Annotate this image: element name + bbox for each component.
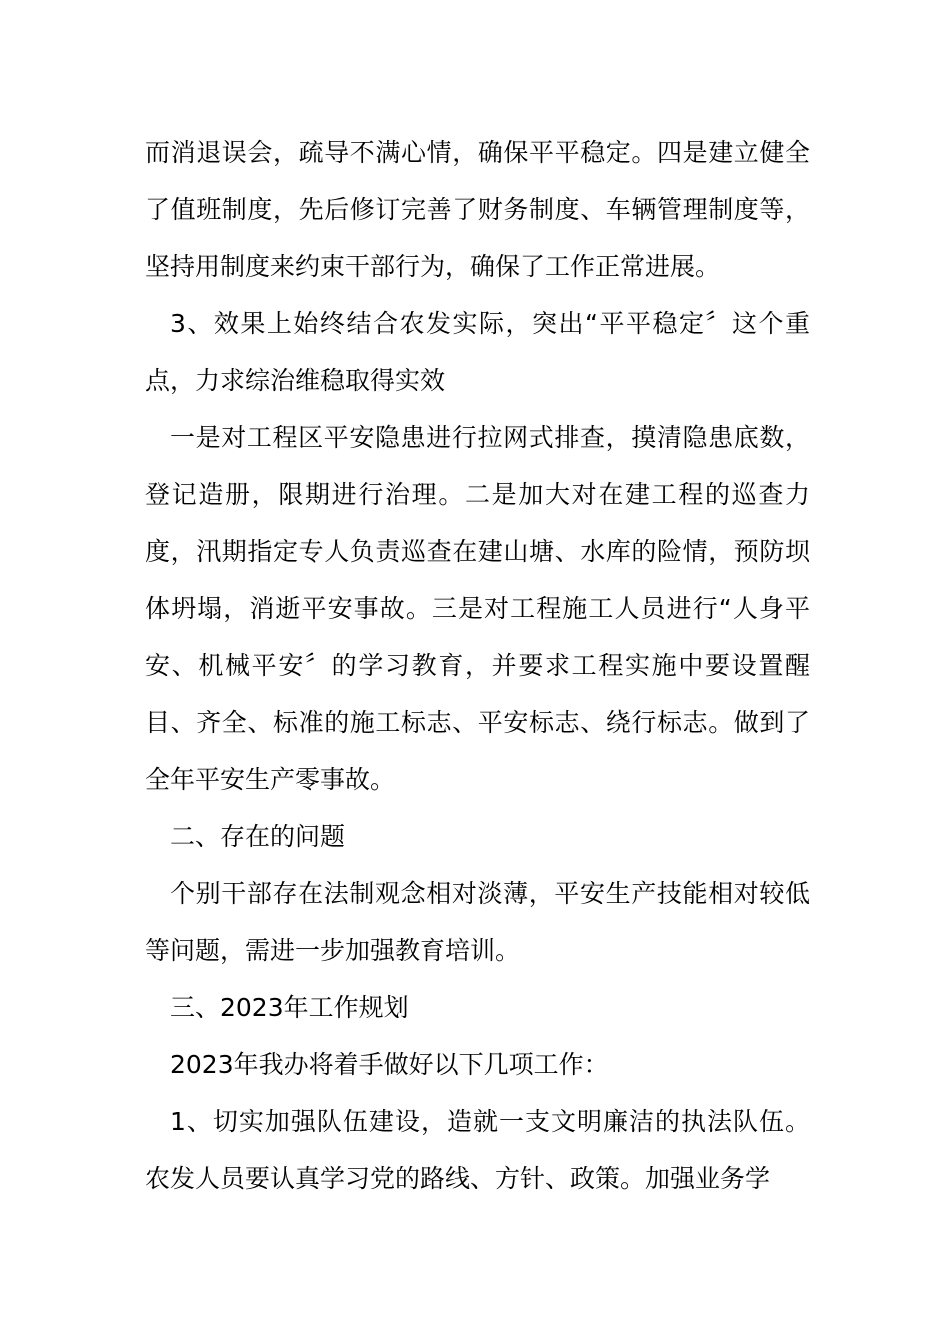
paragraph-6: 1、切实加强队伍建设，造就一支文明廉洁的执法队伍。农发人员要认真学习党的路线、方针、政策。加强业务学: [145, 1107, 810, 1193]
paragraph-2: 3、效果上始终结合农发实际，突出“平平稳定〞这个重点，力求综治维稳取得实效: [145, 309, 810, 395]
section-heading-plan: 三、2023年工作规划: [170, 993, 409, 1022]
document-body: [145, 124, 810, 1207]
paragraph-3: 一是对工程区平安隐患进行拉网式排查，摸清隐患底数，登记造册，限期进行治理。二是加大对在建工程的巡查力度，汛期指定专人负责巡查在建山塘、水库的险情，预防坝体坍塌，消逝平安事故。三是对工程施工人员进行“人身平安、机械平安〞的学习教育，并要求工程实施中要设置醒目、齐全、标准的施工标志、平安标志、绕行标志。做到了全年平安生产零事故。: [145, 423, 810, 794]
paragraph-4: 个别干部存在法制观念相对淡薄，平安生产技能相对较低等问题，需进一步加强教育培训。: [145, 879, 810, 965]
paragraph-1: 而消退误会，疏导不满心情，确保平平稳定。四是建立健全了值班制度，先后修订完善了财务制度、车辆管理制度等，坚持用制度来约束干部行为，确保了工作正常进展。: [145, 138, 810, 281]
section-heading-problems: 二、存在的问题: [170, 822, 346, 851]
paragraph-5: 2023年我办将着手做好以下几项工作：: [170, 1050, 609, 1079]
